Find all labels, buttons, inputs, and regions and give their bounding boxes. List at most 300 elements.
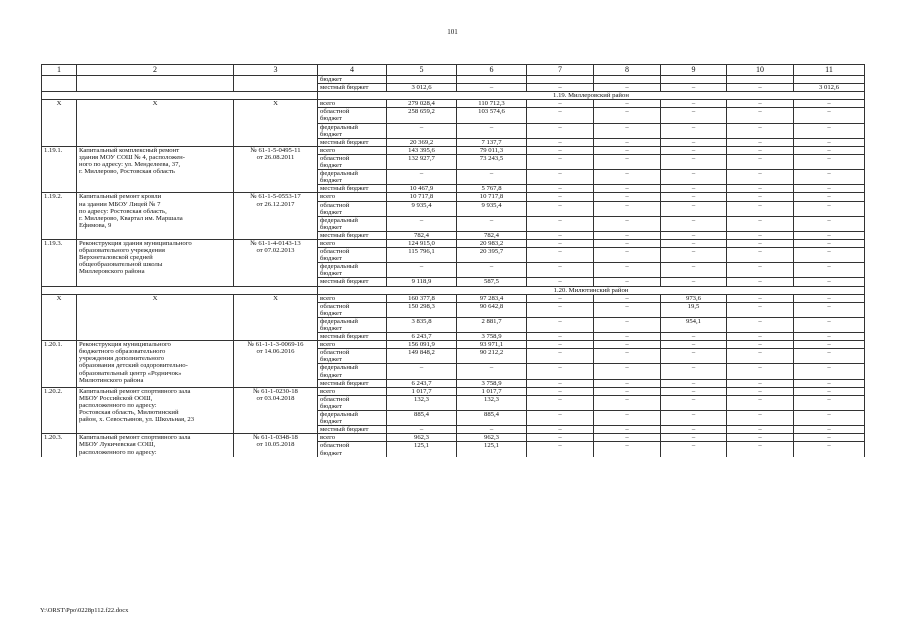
source-label: федеральный бюджет	[318, 411, 387, 426]
value-cell: –	[661, 231, 727, 239]
value-cell: 3 835,8	[387, 317, 457, 332]
value-cell: –	[794, 231, 865, 239]
value-cell: –	[457, 263, 527, 278]
item-document: Х	[234, 294, 318, 341]
value-cell: –	[594, 248, 661, 263]
value-cell: –	[527, 216, 594, 231]
item-name: Капитальный ремонт кровли на здании МБОУ Лицей № 7 по адресу: Ростовская область, г. Миллерово, Квартал им. Маршала Ефимова, 9	[77, 193, 234, 240]
value-cell: –	[794, 193, 865, 201]
item-name: Реконструкция муниципального бюджетного образовательного учреждения дополнительного образования детский оздоровительно- образовательный центр «Родничок» Милютинского района	[77, 341, 234, 388]
value-cell: 110 712,3	[457, 100, 527, 108]
value-cell: 90 642,8	[457, 302, 527, 317]
value-cell: –	[594, 411, 661, 426]
value-cell: –	[457, 426, 527, 434]
table-row	[42, 286, 865, 294]
file-path-footer: Y:\ORST\Ppo\0228p112.f22.docx	[40, 607, 129, 614]
value-cell: –	[387, 123, 457, 138]
value-cell	[794, 76, 865, 84]
section-title: 1.20. Милютинский район	[318, 286, 865, 294]
source-label: федеральный бюджет	[318, 364, 387, 379]
value-cell: –	[794, 317, 865, 332]
value-cell: 160 377,8	[387, 294, 457, 302]
table-row	[42, 100, 865, 108]
value-cell: –	[727, 193, 794, 201]
value-cell: –	[661, 426, 727, 434]
value-cell: –	[457, 216, 527, 231]
item-name: Капитальный ремонт спортивного зала МБОУ Российской ООШ, расположенного по адресу: Ростовская область, Милютинский район, х. Севостьянов, ул. Школьная, 23	[77, 387, 234, 434]
source-label: областной бюджет	[318, 442, 387, 457]
value-cell: –	[727, 278, 794, 286]
value-cell: –	[527, 333, 594, 341]
table-row	[42, 65, 865, 76]
value-cell: 125,1	[457, 442, 527, 457]
value-cell: –	[727, 317, 794, 332]
value-cell: –	[727, 263, 794, 278]
source-label: местный бюджет	[318, 185, 387, 193]
value-cell: –	[794, 154, 865, 169]
value-cell: 9 935,4	[387, 201, 457, 216]
value-cell: –	[594, 341, 661, 349]
value-cell: –	[594, 387, 661, 395]
value-cell: –	[457, 364, 527, 379]
value-cell: –	[527, 100, 594, 108]
value-cell: –	[794, 302, 865, 317]
table-row	[42, 387, 865, 395]
value-cell: –	[527, 387, 594, 395]
value-cell: –	[794, 379, 865, 387]
column-header: 9	[661, 65, 727, 76]
value-cell: –	[594, 138, 661, 146]
value-cell: –	[794, 395, 865, 410]
value-cell: –	[527, 278, 594, 286]
value-cell: –	[727, 442, 794, 457]
value-cell: 124 915,0	[387, 239, 457, 247]
value-cell: 782,4	[387, 231, 457, 239]
value-cell: –	[594, 84, 661, 92]
source-label: федеральный бюджет	[318, 317, 387, 332]
source-label: областной бюджет	[318, 154, 387, 169]
source-label: всего	[318, 387, 387, 395]
item-number: 1.19.1.	[42, 146, 77, 193]
value-cell: –	[387, 426, 457, 434]
value-cell: –	[727, 185, 794, 193]
value-cell: –	[727, 239, 794, 247]
source-label: местный бюджет	[318, 426, 387, 434]
source-label: местный бюджет	[318, 138, 387, 146]
value-cell: –	[594, 123, 661, 138]
column-header: 4	[318, 65, 387, 76]
source-label: местный бюджет	[318, 231, 387, 239]
value-cell: –	[661, 138, 727, 146]
value-cell: –	[594, 201, 661, 216]
value-cell: –	[527, 170, 594, 185]
value-cell: –	[661, 411, 727, 426]
item-document: № 61-1-5-0495-11 от 26.08.2011	[234, 146, 318, 193]
value-cell: –	[727, 231, 794, 239]
value-cell: 97 283,4	[457, 294, 527, 302]
value-cell: –	[594, 146, 661, 154]
value-cell	[387, 76, 457, 84]
value-cell	[457, 76, 527, 84]
value-cell: –	[594, 193, 661, 201]
item-name: Реконструкция здания муниципального образовательного учреждения Верхнеталовской средней общеобразовательной школы Миллеровского района	[77, 239, 234, 286]
value-cell: –	[387, 170, 457, 185]
table-row	[42, 76, 865, 84]
page-number: 101	[447, 28, 458, 36]
value-cell: –	[727, 434, 794, 442]
value-cell: 90 212,2	[457, 349, 527, 364]
source-label: местный бюджет	[318, 278, 387, 286]
source-label: всего	[318, 294, 387, 302]
value-cell: –	[727, 146, 794, 154]
value-cell	[594, 76, 661, 84]
value-cell: –	[794, 201, 865, 216]
value-cell: –	[527, 341, 594, 349]
source-label: областной бюджет	[318, 248, 387, 263]
value-cell: –	[527, 294, 594, 302]
value-cell: 7 137,7	[457, 138, 527, 146]
value-cell: 93 971,1	[457, 341, 527, 349]
value-cell: 279 028,4	[387, 100, 457, 108]
value-cell: –	[527, 426, 594, 434]
value-cell: 2 881,7	[457, 317, 527, 332]
value-cell: –	[527, 201, 594, 216]
value-cell: –	[727, 154, 794, 169]
value-cell: 9 935,4	[457, 201, 527, 216]
value-cell: –	[727, 123, 794, 138]
source-label: областной бюджет	[318, 201, 387, 216]
value-cell: 10 717,8	[457, 193, 527, 201]
value-cell: –	[527, 442, 594, 457]
column-header: 6	[457, 65, 527, 76]
value-cell: 3 012,6	[794, 84, 865, 92]
item-document: № 61-1-1-3-0069-16 от 14.06.2016	[234, 341, 318, 388]
value-cell	[661, 76, 727, 84]
value-cell: –	[527, 138, 594, 146]
column-header: 3	[234, 65, 318, 76]
value-cell: –	[794, 426, 865, 434]
item-number: 1.20.2.	[42, 387, 77, 434]
value-cell: –	[661, 193, 727, 201]
value-cell: –	[527, 231, 594, 239]
section-spacer	[42, 286, 318, 294]
table-row	[42, 341, 865, 349]
value-cell: 5 767,8	[457, 185, 527, 193]
source-label: всего	[318, 100, 387, 108]
value-cell: 258 659,2	[387, 108, 457, 123]
value-cell: –	[661, 379, 727, 387]
value-cell: 10 467,9	[387, 185, 457, 193]
value-cell: –	[527, 108, 594, 123]
value-cell: 962,3	[387, 434, 457, 442]
value-cell: –	[527, 349, 594, 364]
value-cell: 150 298,3	[387, 302, 457, 317]
table-row	[42, 193, 865, 201]
table-body	[42, 65, 865, 457]
value-cell: –	[594, 231, 661, 239]
value-cell: –	[527, 263, 594, 278]
value-cell: 962,3	[457, 434, 527, 442]
source-label: областной бюджет	[318, 349, 387, 364]
value-cell: –	[661, 333, 727, 341]
value-cell: –	[527, 317, 594, 332]
value-cell: 3 758,9	[457, 333, 527, 341]
value-cell: –	[794, 387, 865, 395]
value-cell: –	[661, 349, 727, 364]
value-cell: –	[794, 170, 865, 185]
value-cell: –	[594, 108, 661, 123]
value-cell: –	[594, 154, 661, 169]
value-cell: –	[594, 170, 661, 185]
value-cell: 3 012,6	[387, 84, 457, 92]
value-cell: –	[794, 123, 865, 138]
value-cell: –	[661, 123, 727, 138]
value-cell: –	[661, 201, 727, 216]
value-cell: –	[594, 434, 661, 442]
value-cell: –	[527, 364, 594, 379]
value-cell: –	[594, 364, 661, 379]
table-row	[42, 239, 865, 247]
value-cell: 782,4	[457, 231, 527, 239]
item-number: 1.19.2.	[42, 193, 77, 240]
value-cell: –	[727, 379, 794, 387]
value-cell: 79 011,3	[457, 146, 527, 154]
source-label: всего	[318, 239, 387, 247]
value-cell: –	[794, 341, 865, 349]
value-cell: 103 574,6	[457, 108, 527, 123]
value-cell: –	[594, 379, 661, 387]
value-cell: 125,1	[387, 442, 457, 457]
value-cell: 587,5	[457, 278, 527, 286]
value-cell: –	[727, 170, 794, 185]
value-cell: –	[527, 154, 594, 169]
value-cell: –	[594, 294, 661, 302]
source-label: областной бюджет	[318, 302, 387, 317]
item-name: Х	[77, 100, 234, 147]
value-cell: –	[794, 248, 865, 263]
value-cell: –	[527, 185, 594, 193]
value-cell: –	[594, 333, 661, 341]
value-cell: –	[387, 263, 457, 278]
source-label: федеральный бюджет	[318, 263, 387, 278]
value-cell: –	[794, 146, 865, 154]
value-cell: –	[594, 302, 661, 317]
value-cell: –	[661, 442, 727, 457]
source-label: местный бюджет	[318, 333, 387, 341]
value-cell: –	[727, 138, 794, 146]
value-cell: –	[661, 387, 727, 395]
value-cell: –	[727, 411, 794, 426]
source-label: федеральный бюджет	[318, 170, 387, 185]
value-cell: –	[794, 138, 865, 146]
table-row	[42, 294, 865, 302]
value-cell: –	[661, 108, 727, 123]
value-cell: –	[661, 100, 727, 108]
value-cell: –	[794, 349, 865, 364]
source-label: всего	[318, 193, 387, 201]
value-cell: 1 017,7	[457, 387, 527, 395]
source-label: местный бюджет	[318, 84, 387, 92]
item-name: Капитальный ремонт спортивного зала МБОУ Лукичевская СОШ, расположенного по адресу:	[77, 434, 234, 457]
value-cell: –	[794, 185, 865, 193]
column-header: 7	[527, 65, 594, 76]
value-cell: –	[527, 123, 594, 138]
value-cell: –	[727, 84, 794, 92]
value-cell: –	[794, 333, 865, 341]
value-cell: –	[527, 84, 594, 92]
source-label: бюджет	[318, 76, 387, 84]
value-cell: –	[527, 146, 594, 154]
name-cell	[77, 76, 234, 92]
value-cell: 885,4	[457, 411, 527, 426]
value-cell: –	[457, 123, 527, 138]
value-cell: 132 927,7	[387, 154, 457, 169]
item-number: 1.19.3.	[42, 239, 77, 286]
value-cell: –	[527, 379, 594, 387]
value-cell: –	[594, 239, 661, 247]
source-label: областной бюджет	[318, 108, 387, 123]
value-cell: 954,1	[661, 317, 727, 332]
value-cell: –	[727, 426, 794, 434]
value-cell: –	[727, 395, 794, 410]
item-number: Х	[42, 294, 77, 341]
item-document: № 61-1-5-0553-17 от 26.12.2017	[234, 193, 318, 240]
value-cell: 132,3	[387, 395, 457, 410]
value-cell: –	[594, 100, 661, 108]
value-cell: –	[727, 216, 794, 231]
value-cell: –	[727, 108, 794, 123]
value-cell: –	[727, 302, 794, 317]
value-cell: –	[661, 185, 727, 193]
value-cell: –	[794, 434, 865, 442]
value-cell: –	[661, 263, 727, 278]
value-cell: 20 395,7	[457, 248, 527, 263]
value-cell: 3 758,9	[457, 379, 527, 387]
value-cell: –	[661, 154, 727, 169]
item-name: Капитальный комплексный ремонт здания МОУ СОШ № 4, расположен- ного по адресу: ул. Менделеева, 37, г. Миллерово, Ростовская область	[77, 146, 234, 193]
value-cell: –	[661, 248, 727, 263]
section-spacer	[42, 92, 318, 100]
num-cell	[42, 76, 77, 92]
value-cell: –	[727, 349, 794, 364]
value-cell: –	[794, 108, 865, 123]
source-label: всего	[318, 341, 387, 349]
table-row	[42, 146, 865, 154]
value-cell: –	[387, 364, 457, 379]
value-cell: –	[661, 341, 727, 349]
value-cell: 6 243,7	[387, 379, 457, 387]
value-cell: –	[594, 185, 661, 193]
value-cell: –	[457, 170, 527, 185]
value-cell: –	[594, 216, 661, 231]
value-cell: –	[527, 239, 594, 247]
value-cell: 73 243,5	[457, 154, 527, 169]
value-cell: –	[727, 294, 794, 302]
value-cell: –	[727, 387, 794, 395]
value-cell: 20 983,2	[457, 239, 527, 247]
value-cell: 9 118,9	[387, 278, 457, 286]
value-cell	[727, 76, 794, 84]
value-cell: –	[727, 364, 794, 379]
column-header: 11	[794, 65, 865, 76]
value-cell: –	[457, 84, 527, 92]
table-row	[42, 92, 865, 100]
value-cell: –	[527, 248, 594, 263]
column-header: 2	[77, 65, 234, 76]
value-cell: –	[794, 442, 865, 457]
value-cell: –	[594, 442, 661, 457]
column-header: 5	[387, 65, 457, 76]
value-cell: –	[794, 278, 865, 286]
value-cell: –	[794, 411, 865, 426]
value-cell: –	[527, 434, 594, 442]
value-cell: –	[727, 341, 794, 349]
value-cell: –	[727, 333, 794, 341]
source-label: всего	[318, 146, 387, 154]
item-name: Х	[77, 294, 234, 341]
value-cell: –	[527, 411, 594, 426]
column-header: 8	[594, 65, 661, 76]
source-label: всего	[318, 434, 387, 442]
value-cell: –	[661, 364, 727, 379]
value-cell: –	[661, 239, 727, 247]
item-document: № 61-1-0348-18 от 10.05.2018	[234, 434, 318, 457]
value-cell: 6 243,7	[387, 333, 457, 341]
source-label: федеральный бюджет	[318, 216, 387, 231]
value-cell: –	[387, 216, 457, 231]
value-cell: –	[661, 216, 727, 231]
item-document: Х	[234, 100, 318, 147]
value-cell: 885,4	[387, 411, 457, 426]
value-cell: –	[661, 434, 727, 442]
value-cell: –	[594, 278, 661, 286]
value-cell: 156 091,9	[387, 341, 457, 349]
value-cell: –	[527, 395, 594, 410]
value-cell: 1 017,7	[387, 387, 457, 395]
value-cell: –	[661, 395, 727, 410]
value-cell: 973,6	[661, 294, 727, 302]
source-label: местный бюджет	[318, 379, 387, 387]
value-cell: –	[794, 239, 865, 247]
value-cell: –	[727, 100, 794, 108]
value-cell: 149 848,2	[387, 349, 457, 364]
value-cell: –	[661, 278, 727, 286]
doc-cell	[234, 76, 318, 92]
value-cell: –	[794, 216, 865, 231]
item-number: 1.20.3.	[42, 434, 77, 457]
value-cell: –	[527, 193, 594, 201]
value-cell	[527, 76, 594, 84]
value-cell: –	[594, 317, 661, 332]
item-document: № 61-1-0230-18 от 03.04.2018	[234, 387, 318, 434]
value-cell: –	[727, 201, 794, 216]
value-cell: –	[794, 294, 865, 302]
value-cell: –	[594, 263, 661, 278]
value-cell: –	[661, 170, 727, 185]
value-cell: –	[527, 302, 594, 317]
value-cell: –	[794, 263, 865, 278]
table-row	[42, 434, 865, 442]
value-cell: –	[594, 349, 661, 364]
value-cell: 115 796,1	[387, 248, 457, 263]
value-cell: 132,3	[457, 395, 527, 410]
budget-table	[41, 64, 865, 457]
value-cell: –	[794, 100, 865, 108]
source-label: областной бюджет	[318, 395, 387, 410]
column-header: 1	[42, 65, 77, 76]
value-cell: 20 369,2	[387, 138, 457, 146]
value-cell: –	[594, 395, 661, 410]
